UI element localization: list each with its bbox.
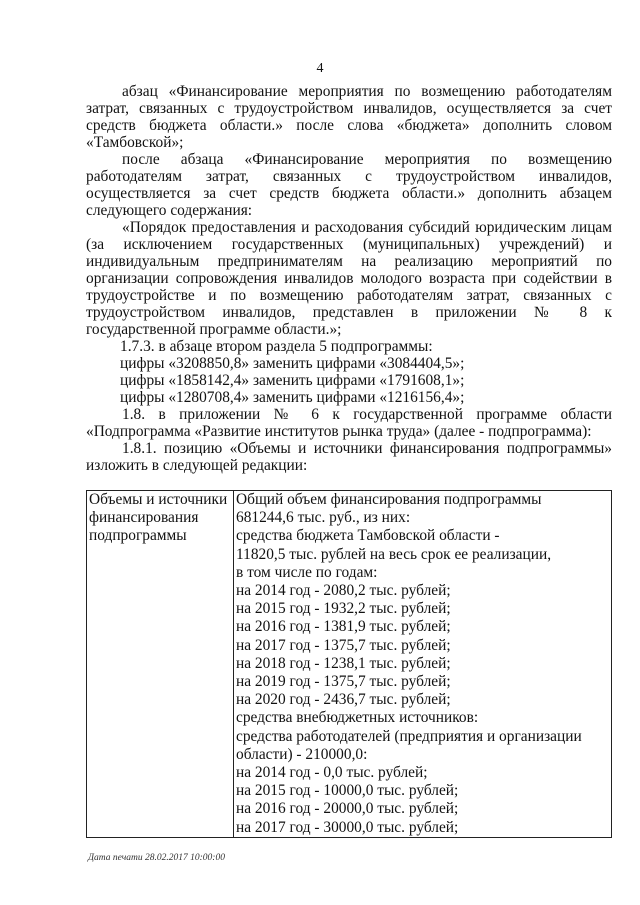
table-row [87,491,612,838]
value-line: на 2014 год - 2080,2 тыс. рублей; [236,582,451,600]
value-line: средства бюджета Тамбовской области - [236,527,500,545]
value-line: на 2017 год - 30000,0 тыс. рублей; [236,818,459,836]
value-line: 11820,5 тыс. рублей на весь срок ее реализации, [236,545,552,563]
value-line: Общий объем финансирования подпрограммы [236,491,542,508]
paragraph-1: абзац «Финансирование мероприятия по возмещению работодателям затрат, связанных с трудоустройством инвалидов, осуществляется за счет средств бюджета области.» после слова «бюджета» дополнить словом «Тамбовской»; [86,83,612,151]
paragraph-6: цифры «1858142,4» заменить цифрами «1791608,1»; [120,372,465,389]
label-line: подпрограммы [89,527,187,545]
value-line: области) - 210000,0: [236,745,368,763]
value-line: на 2014 год - 0,0 тыс. рублей; [236,764,428,782]
label-line: Объемы и источники [89,491,228,508]
value-line: на 2015 год - 1932,2 тыс. рублей; [236,600,451,618]
value-line: в том числе по годам: [236,563,378,581]
value-line: на 2016 год - 1381,9 тыс. рублей; [236,618,451,636]
value-line: средства работодателей (предприятия и организации [236,727,582,745]
value-line: средства внебюджетных источников: [236,709,479,727]
label-line: финансирования [89,509,199,527]
paragraph-3: «Порядок предоставления и расходования субсидий юридическим лицам (за исключением государственных (муниципальных) учреждений) и индивидуальным предпринимателям на реализацию мероприятий по организации сопровождения инвалидов молодого возраста при содействии в трудоустройстве и по возмещению работодателям затрат, связанных с трудоустройством инвалидов, представлен в приложении № 8 к государственной программе области.»; [86,219,612,338]
page-number: 4 [316,61,324,76]
paragraph-2: после абзаца «Финансирование мероприятия по возмещению работодателям затрат, связанных с трудоустройством инвалидов, осуществляется за счет средств бюджета области.» дополнить абзацем следующего содержания: [86,151,612,219]
paragraph-4: 1.7.3. в абзаце втором раздела 5 подпрограммы: [120,338,433,355]
print-date-footer: Дата печати 28.02.2017 10:00:00 [88,853,225,863]
financing-table [86,490,612,838]
paragraph-7: цифры «1280708,4» заменить цифрами «1216156,4»; [120,389,465,406]
value-line: на 2017 год - 1375,7 тыс. рублей; [236,636,451,654]
paragraph-8: 1.8. в приложении № 6 к государственной программе области «Подпрограмма «Развитие институтов рынка труда» (далее - подпрограмма): [86,406,612,440]
value-line: на 2019 год - 1375,7 тыс. рублей; [236,673,451,691]
table-value-cell [234,491,612,838]
document-body [86,83,612,474]
paragraph-9: 1.8.1. позицию «Объемы и источники финансирования подпрограммы» изложить в следующей редакции: [86,440,612,474]
paragraph-5: цифры «3208850,8» заменить цифрами «3084404,5»; [120,355,465,372]
value-line: на 2016 год - 20000,0 тыс. рублей; [236,800,459,818]
value-line: на 2020 год - 2436,7 тыс. рублей; [236,691,451,709]
table-label-cell [87,491,234,838]
value-line: на 2018 год - 1238,1 тыс. рублей; [236,654,451,672]
value-line: на 2015 год - 10000,0 тыс. рублей; [236,782,459,800]
value-line: 681244,6 тыс. руб., из них: [236,509,411,527]
